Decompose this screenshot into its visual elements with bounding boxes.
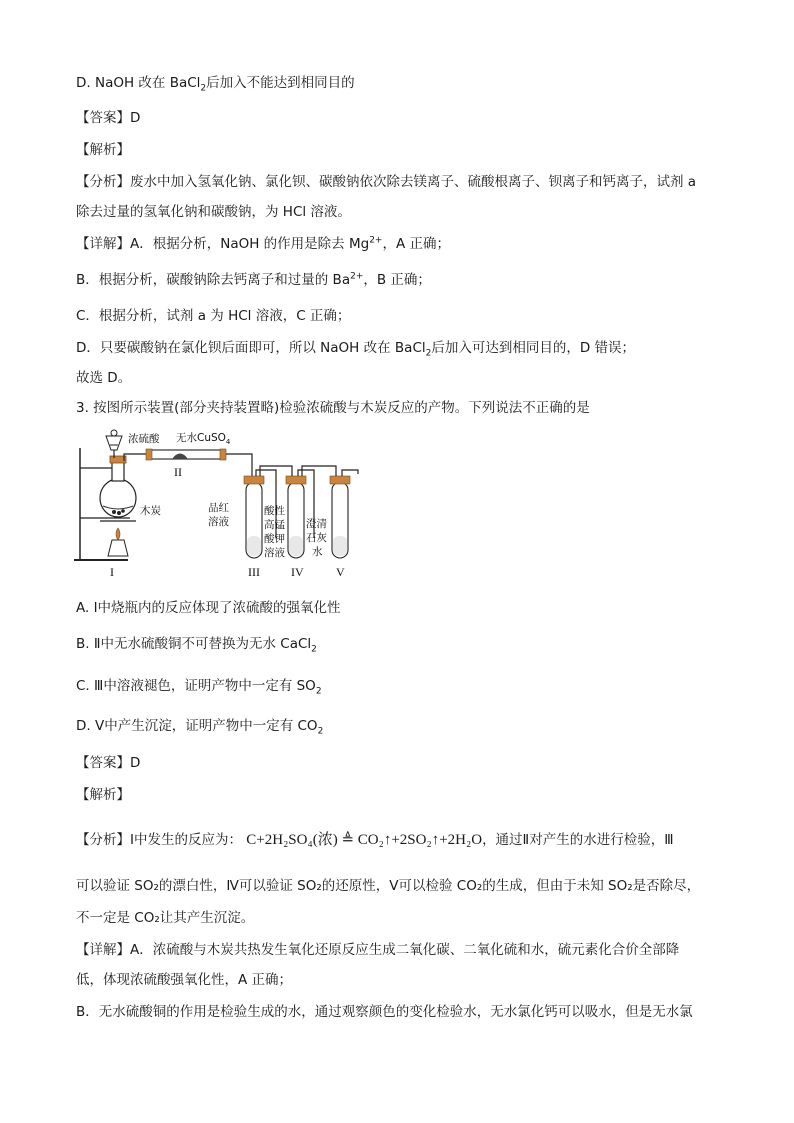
label-carbon: 木炭	[140, 505, 161, 517]
fenxi-3-line1: 【分析】Ⅰ中发生的反应为： C+2H₂SO₄(浓) ≜ CO₂↑+2SO₂↑+2H₂O，通过Ⅱ对产生的水进行检验，Ⅲ	[76, 832, 674, 848]
detail-3-a-line1: 【详解】A．浓硫酸与木炭共热发生氧化还原反应生成二氧化碳、二氧化硫和水，硫元素化合价全部降	[76, 942, 680, 958]
question-3-stem: 3. 按图所示装置(部分夹持装置略)检验浓硫酸与木炭反应的产物。下列说法不正确的是	[76, 400, 590, 416]
label-cuso4: 无水CuSO$_4$	[176, 432, 231, 446]
label-roman-3: III	[248, 565, 260, 578]
answer-3: 【答案】D	[76, 755, 141, 771]
detail-1-b: B．根据分析，碳酸钠除去钙离子和过量的 $Ba^{2+}$，B 正确；	[76, 271, 431, 288]
fenxi-1-line2: 除去过量的氢氧化钠和碳酸钠，为 HCl 溶液。	[76, 204, 351, 220]
reaction-equation: C+2H₂SO₄(浓) ≜ CO₂↑+2SO₂↑+2H₂O	[246, 832, 483, 848]
label-acid: 浓硫酸	[128, 433, 160, 445]
answer-1: 【答案】D	[76, 110, 141, 126]
apparatus-figure	[70, 428, 370, 578]
option-a: A. Ⅰ中烧瓶内的反应体现了浓硫酸的强氧化性	[76, 600, 341, 616]
fenxi-3-line3: 不一定是 CO₂让其产生沉淀。	[76, 910, 255, 926]
prev-option-d: D. NaOH 改在 BaCl$_2$后加入不能达到相同目的	[76, 75, 355, 94]
label-roman-5: V	[336, 565, 345, 578]
label-kmno4-3: 酸钾	[264, 533, 285, 545]
label-pinhong-1: 品红	[208, 502, 229, 514]
option-d: D. Ⅴ中产生沉淀，证明产物中一定有 $CO_2$	[76, 718, 324, 737]
label-roman-1: I	[110, 565, 114, 578]
option-b: B. Ⅱ中无水硫酸铜不可替换为无水 CaCl$_2$	[76, 636, 317, 655]
fenxi-1-line1: 【分析】废水中加入氢氧化钠、氯化钡、碳酸钠依次除去镁离子、硫酸根离子、钡离子和钙离子，试剂 a	[76, 174, 697, 190]
label-limewater-2: 石灰	[306, 532, 327, 544]
label-roman-4: IV	[291, 565, 304, 578]
label-kmno4-1: 酸性	[264, 505, 285, 517]
analysis-1-heading: 【解析】	[76, 142, 130, 158]
label-limewater-3: 水	[312, 546, 323, 558]
detail-1-c: C．根据分析，试剂 a 为 HCl 溶液，C 正确；	[76, 308, 351, 324]
detail-3-a-line2: 低，体现浓硫酸强氧化性，A 正确；	[76, 972, 293, 988]
detail-3-b-line1: B．无水硫酸铜的作用是检验生成的水，通过观察颜色的变化检验水，无水氯化钙可以吸水，但是无水氯	[76, 1004, 693, 1020]
fenxi-3-line2: 可以验证 SO₂的漂白性，Ⅳ可以验证 SO₂的还原性，Ⅴ可以检验 CO₂的生成，但由于未知 SO₂是否除尽，	[76, 878, 701, 894]
label-kmno4-4: 溶液	[264, 547, 285, 559]
label-kmno4-2: 高锰	[264, 519, 285, 531]
label-limewater-1: 澄清	[306, 518, 327, 530]
analysis-3-heading: 【解析】	[76, 787, 130, 803]
detail-1-a: 【详解】A．根据分析，NaOH 的作用是除去 $Mg^{2+}$，A 正确；	[76, 235, 450, 252]
label-roman-2: II	[174, 465, 182, 479]
detail-1-conclusion: 故选 D。	[76, 370, 132, 386]
option-c: C. Ⅲ中溶液褪色，证明产物中一定有 $SO_2$	[76, 678, 322, 697]
label-pinhong-2: 溶液	[208, 516, 229, 528]
detail-1-d: D．只要碳酸钠在氯化钡后面即可，所以 NaOH 改在 BaCl$_2$后加入可达到相同目的，D 错误；	[76, 340, 636, 359]
